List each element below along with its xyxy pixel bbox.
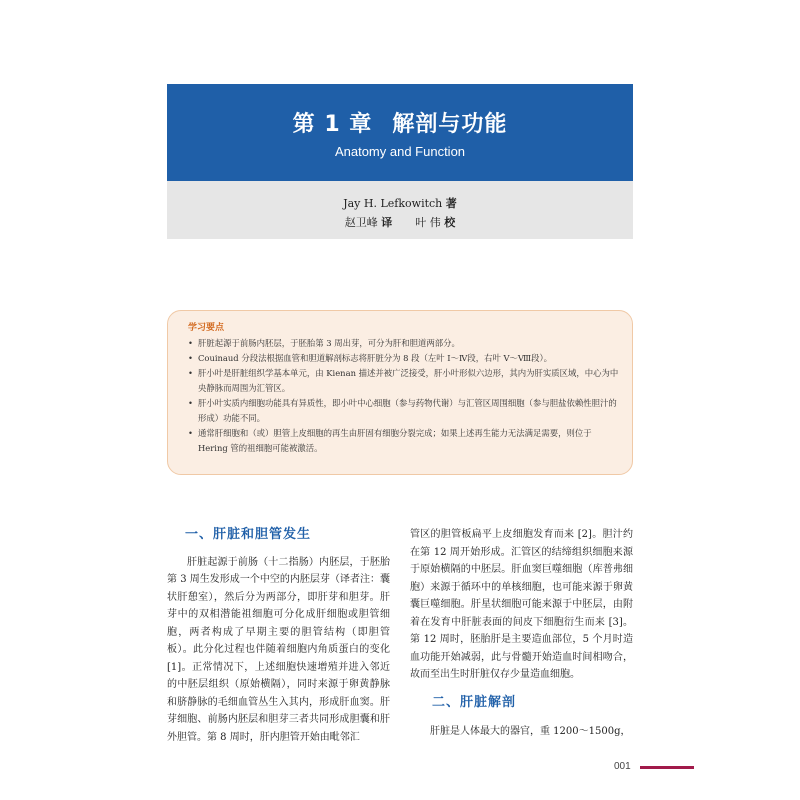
chapter-title: [167, 107, 633, 138]
translator-line: [167, 214, 633, 230]
page-number: 001: [614, 761, 631, 772]
chapter-banner: [167, 84, 633, 181]
section-title: 二、肝脏解剖: [432, 694, 517, 710]
body-paragraph: 肝脏是人体最大的器官，重 1200～1500g，: [430, 726, 631, 737]
left-column: [167, 526, 390, 746]
chapter-number: 第 1 章: [292, 112, 373, 137]
key-points-heading: 学习要点: [188, 323, 225, 333]
reviewer-role: 校: [444, 216, 456, 229]
reviewer-name: 叶 伟: [415, 216, 441, 229]
translator-role: 译: [381, 216, 393, 229]
key-point-item: • 肝脏起源于前肠内胚层，于胚胎第 3 周出芽，可分为肝和胆道两部分。: [188, 336, 622, 351]
key-points-list: [188, 336, 622, 456]
translator-name: 赵卫峰: [344, 216, 378, 229]
body-paragraph: 肝脏起源于前肠（十二指肠）内胚层，于胚胎第 3 周生发形成一个中空的内胚层芽（译者注：囊状肝憩室），然后分为两部分，即肝芽和胆芽。肝芽中的双相潜能祖细胞可分化成肝细胞或胆管细胞，两者构成了早期主要的胆管结构（即胆管板）。此分化过程也伴随着细胞内角质蛋白的变化 [1]。正常情况下，上述细胞快速增殖并进入邻近的中胚层组织（原始横隔），同时来源于卵黄静脉和脐静脉的毛细血管丛生入其内，形成肝血窦。肝芽细胞、前肠内胚层和胆芽三者共同形成胆囊和肝外胆管。第 8 周时，肝内胆管开始由毗邻汇: [167, 556, 390, 743]
chapter-title-text: 解剖与功能: [392, 112, 508, 137]
body-paragraph-continued: 管区的胆管板扁平上皮细胞发育而来 [2]。胆汁约在第 12 周开始形成。汇管区的结缔组织细胞来源于原始横隔的中胚层。肝血窦巨噬细胞（库普弗细胞）来源于循环中的单核细胞，也可能来源于卵黄囊巨噬细胞。肝星状细胞可能来源于中胚层，由附着在发育中肝脏表面的间皮下细胞衍生而来 [3]。第 12 周时，胚胎肝是主要造血部位，5 个月时造血功能开始减弱，此与骨髓开始造血时间相吻合，故而至出生时肝脏仅存少量造血细胞。: [410, 529, 633, 680]
page-rule: [640, 766, 694, 769]
key-point-item: • 通常肝细胞和（或）胆管上皮细胞的再生由肝固有细胞分裂完成；如果上述再生能力无法满足需要，则位于 Hering 管的祖细胞可能被激活。: [188, 426, 622, 456]
right-column: [410, 526, 633, 741]
author-role: 著: [445, 197, 457, 210]
chapter-subtitle: Anatomy and Function: [334, 144, 466, 159]
author-line: [167, 195, 633, 211]
key-point-item: • Couinaud 分段法根据血管和胆道解剖标志将肝脏分为 8 段（左叶 Ⅰ～Ⅳ段，右叶 Ⅴ～Ⅷ段）。: [188, 351, 622, 366]
section-title: 一、肝脏和胆管发生: [185, 527, 312, 542]
key-point-item: • 肝小叶是肝脏组织学基本单元，由 Kienan 描述并被广泛接受，肝小叶形似六边形，其内为肝实质区域，中心为中央静脉而周围为汇管区。: [188, 366, 622, 396]
credits-box: [167, 181, 633, 239]
author-name: Jay H. Lefkowitch: [343, 197, 443, 210]
key-point-item: • 肝小叶实质内细胞功能具有异质性，即小叶中心细胞（参与药物代谢）与汇管区周围细胞（参与胆盐依赖性胆汁的形成）功能不同。: [188, 396, 622, 426]
key-points-box: [167, 310, 633, 475]
